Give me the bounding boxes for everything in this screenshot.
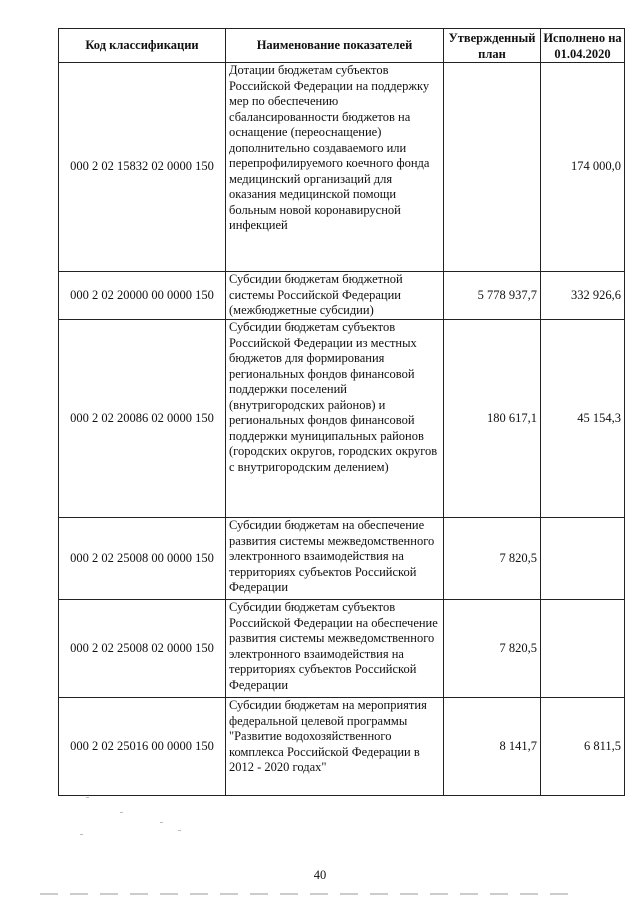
row-code: 000 2 02 25008 02 0000 150 xyxy=(59,600,226,698)
row-code: 000 2 02 25016 00 0000 150 xyxy=(59,698,226,796)
row-name: Субсидии бюджетам на мероприятия федеральной целевой программы "Развитие водохозяйственного комплекса Российской Федерации в 2012 - 2020 годах" xyxy=(226,698,444,796)
row-code: 000 2 02 20000 00 0000 150 xyxy=(59,272,226,320)
row-plan: 5 778 937,7 xyxy=(444,272,541,320)
row-code: 000 2 02 20086 02 0000 150 xyxy=(59,320,226,518)
scan-speck xyxy=(80,834,83,835)
row-done: 6 811,5 xyxy=(541,698,625,796)
row-plan: 8 141,7 xyxy=(444,698,541,796)
row-code: 000 2 02 25008 00 0000 150 xyxy=(59,518,226,600)
header-code: Код классификации xyxy=(59,29,226,63)
table-header-row xyxy=(59,29,625,63)
scan-speck xyxy=(120,812,123,813)
row-name: Субсидии бюджетам бюджетной системы Российской Федерации (межбюджетные субсидии) xyxy=(226,272,444,320)
table-row xyxy=(59,518,625,600)
table-row xyxy=(59,320,625,518)
scan-edge-artifact xyxy=(40,893,580,895)
scan-speck xyxy=(178,830,181,831)
row-plan: 7 820,5 xyxy=(444,600,541,698)
header-plan: Утвержденный план xyxy=(444,29,541,63)
budget-table xyxy=(58,28,625,796)
table-row xyxy=(59,272,625,320)
table-row xyxy=(59,600,625,698)
scan-speck xyxy=(160,822,163,823)
row-done: 45 154,3 xyxy=(541,320,625,518)
row-plan: 7 820,5 xyxy=(444,518,541,600)
table-row xyxy=(59,698,625,796)
header-done: Исполнено на 01.04.2020 xyxy=(541,29,625,63)
row-name: Дотации бюджетам субъектов Российской Федерации на поддержку мер по обеспечению сбалансированности бюджетов на оснащение (переоснащение) дополнительно создаваемого или перепрофилируемого коечного фонда медицинский организаций для оказания медицинской помощи больным новой коронавирусной инфекцией xyxy=(226,63,444,272)
row-plan: 180 617,1 xyxy=(444,320,541,518)
row-name: Субсидии бюджетам субъектов Российской Федерации из местных бюджетов для формирования региональных фондов финансовой поддержки поселений (внутригородских районов) и региональных фондов финансовой поддержки муниципальных районов (городских округов, городских округов с внутригородским делением) xyxy=(226,320,444,518)
header-name: Наименование показателей xyxy=(226,29,444,63)
row-plan xyxy=(444,63,541,272)
row-done xyxy=(541,600,625,698)
row-done xyxy=(541,518,625,600)
page-number: 40 xyxy=(313,868,327,882)
row-name: Субсидии бюджетам на обеспечение развития системы межведомственного электронного взаимодействия на территориях субъектов Российской Федерации xyxy=(226,518,444,600)
row-code: 000 2 02 15832 02 0000 150 xyxy=(59,63,226,272)
scan-speck xyxy=(86,797,89,798)
row-name: Субсидии бюджетам субъектов Российской Федерации на обеспечение развития системы межведомственного электронного взаимодействия на территориях субъектов Российской Федерации xyxy=(226,600,444,698)
row-done: 332 926,6 xyxy=(541,272,625,320)
row-done: 174 000,0 xyxy=(541,63,625,272)
table-row xyxy=(59,63,625,272)
